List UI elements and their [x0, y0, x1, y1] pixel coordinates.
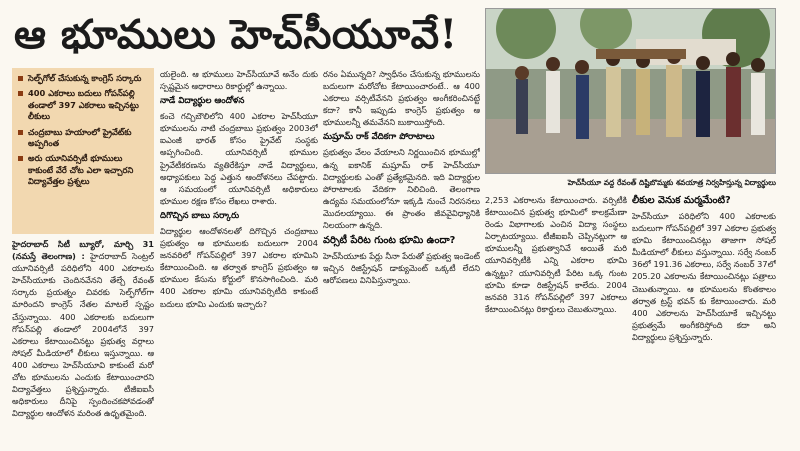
photo-caption: హెచ్‌సీయూ వద్ద రేవంత్ దిష్టిబొమ్మకు శవయాత్ర నిర్వహిస్తున్న విద్యార్థులు [567, 178, 776, 187]
article-text: కంచె గచ్చిబౌలిలోని 400 ఎకరాల హెచ్‌సీయూ భూములను నాటి చంద్రబాబు ప్రభుత్వం 2003లో ఐఎంజీ భారత్ కోసం ప్రైవేట్ సంస్థకు అప్పగించింది. యూనివర్సిటీ భూముల ప్రైవేటీకరణను వ్యతిరేకిస్తూ నాడే విద్యార్థులు, అధ్యాపకులు పెద్ద ఎత్తున ఆందోళనలు చేపట్టారు. ఆ సమయంలో యూనివర్సిటీ అధికారులు భూముల రక్షణ కోసం లేఖలు రాశారు. [160, 111, 318, 206]
protest-photo [485, 8, 776, 174]
subheading-why-leaks: లీకుల వెనుక మర్మమేంటి? [632, 195, 731, 206]
article-text: రనం ఏమున్నది? స్వాధీనం చేసుకున్న భూములను బదులుగా మరోచోట కేటాయించారంటే.. ఆ 400 ఎకరాలు వర్సిటీవేనని ప్రభుత్వం అంగీకరించినట్టే కదా? కానీ ఇప్పుడు కాంగ్రెస్ ప్రభుత్వం ఆ భూములన్నీ తమవేనని బుకాయిస్తోంది. [323, 69, 480, 128]
bullet-square-icon [18, 76, 23, 81]
article-text: హైదరాబాద్ సెంట్రల్ యూనివర్సిటీ పరిధిలోని 400 ఎకరాలను హెచ్‌సీయూకు చెందినవేనని తేల్చే రేవంత్ సర్కారు ప్రయత్నం చివరకు సెల్ఫ్‌గోల్‌గా మారిందని కాంగ్రెస్ నేతల మాటలే స్పష్టం చేస్తున్నాయి. 400 ఎకరాలకు బదులుగా గోపన్‌పల్లి తండాలో 2004లోనే 397 ఎకరాలు కేటాయించినట్టు ప్రభుత్వ వర్గాలు సోషల్ మీడియాలో లీకులు ఇస్తున్నాయి. ఆ 400 ఎకరాలు హెచ్‌సీయూవి కాకుంటే మరో చోట భూములను ఎందుకు కేటాయించారని విద్యావేత్తలు ప్రశ్నిస్తున్నారు. టీజీఐఐసీ అధికారులు దీనిపై స్పందించకపోవడంతో విద్యార్థుల ఆందోళన మరింత ఉధృతమైంది. [12, 251, 154, 419]
headline: ఆ భూములు హెచ్‌సీయూవే! [14, 11, 458, 58]
highlight-text: అరు యూనివర్సిటీ భూములు కాకుంటే వేరే చోట ఎలా ఇచ్చారని విద్యావేత్తల ప్రశ్నలు [28, 153, 134, 187]
highlight-text: సెల్ఫ్‌గోల్ చేసుకున్న కాంగ్రెస్ సర్కారు [28, 73, 142, 83]
subheading-babu: దిగొచ్చిన బాబు సర్కారు [160, 210, 240, 221]
protest-photo-image [486, 9, 776, 174]
bullet-square-icon [18, 91, 23, 96]
article-column-1 [12, 238, 154, 448]
article-column-3 [323, 68, 480, 448]
article-text: హెచ్‌సీయూకు పేర్లు నీనా పేరుతో ప్రభుత్వ ఇండెంట్ ఇచ్చిన రిజిస్ట్రేషన్ డాక్యుమెంట్ ఒక్కటీ లేదని ఆరోపణలు వినిపిస్తున్నాయి. [323, 251, 480, 286]
dateline: హైదరాబాద్ సిటీ బ్యూరో, మార్చి 31 (నమస్తే తెలంగాణ) : [12, 239, 154, 262]
bullet-square-icon [18, 130, 23, 135]
article-column-5 [632, 194, 776, 448]
article-text: విద్యార్థుల ఆందోళనలతో దిగొచ్చిన చంద్రబాబు ప్రభుత్వం ఆ భూములకు బదులుగా 2004 జనవరిలో గోపన్‌పల్లిలో 397 ఎకరాల భూమిని కేటాయించింది. ఆ తర్వాత కాంగ్రెస్ ప్రభుత్వం ఆ భూముల కేసును కోర్టులో కొనసాగించింది. మరి 400 ఎకరాల భూమి యూనివర్సిటీది కాకుంటే బదులు భూమి ఎందుకు ఇచ్చారు? [160, 225, 318, 309]
subheading-zero-land: వర్సిటీ పేరిట గుంట భూమి ఉందా? [323, 235, 456, 247]
article-text: హెచ్‌సీయూ పరిధిలోని 400 ఎకరాలకు బదులుగా గోపన్‌పల్లిలో 397 ఎకరాల ప్రభుత్వ భూమి కేటాయించినట్లు తాజాగా సోషల్ మీడియాలో లీకులు వస్తున్నాయి. సర్వే నంబర్ 36లో 191.36 ఎకరాలు, సర్వే నంబర్ 37లో 205.20 ఎకరాలను కేటాయించినట్లు పత్రాలు చెబుతున్నాయి. ఆ భూములను కొంతకాలం తర్వాత ట్రస్ట్ భవన్ కు కేటాయించారు. మరి 400 ఎకరాలను హెచ్‌సీయూకే ఇచ్చినట్టు ప్రభుత్వమే అంగీకరిస్తోంది కదా అని విద్యార్థులు ప్రశ్నిస్తున్నారు. [632, 211, 776, 342]
subheading-mushroom: మష్రూమ్ రాక్ వేదికగా పోరాటాలు [323, 132, 435, 143]
highlights-box [12, 68, 154, 234]
subheading-students: నాడే విద్యార్థుల ఆందోళన [160, 96, 245, 107]
article-text: ప్రభుత్వం వేలం వేయాలని నిర్ణయించిన భూముల్లో ఉన్న ఐకానిక్ మష్రూమ్ రాక్ హెచ్‌సీయూ విద్యార్థులకు ఎంతో ప్రత్యేకమైనది. ఇది విద్యార్థుల పోరాటాలకు వేదికగా నిలిచింది. తెలంగాణ ఉద్యమ సమయంలోనూ ఇక్కడి నుంచే నిరసనలు మొదలయ్యాయి. ఈ ప్రాంతం జీవవైవిధ్యానికి నిలయంగా ఉన్నది. [323, 147, 480, 231]
article-column-2 [160, 68, 318, 448]
bullet-square-icon [18, 156, 23, 161]
highlight-text: 400 ఎకరాలు బదులు గోపన్‌పల్లి తండాలో 397 ఎకరాలు ఇచ్చినట్టు లీకులు [28, 88, 139, 122]
highlight-text: చంద్రబాబు హయాంలో ప్రైవేట్‌కు అప్పగింత [28, 126, 132, 149]
article-text: 2,253 ఎకరాలను కేటాయించారు. వర్సిటీకి కేటాయించిన ప్రభుత్వ భూమిలో కాలక్రమేణా రెండు విభాగాలకు ఎంచిన విద్యా సంస్థలు ఏర్పాటయ్యాయి. టీజీఐఐసీ చెప్పినట్లుగా ఆ భూములన్నీ ప్రభుత్వానివే అయితే మరి యూనివర్సిటీకి ఎన్ని ఎకరాల భూమి ఉన్నట్టు? యూనివర్సిటీ పేరిట ఒక్క గుంట భూమి కూడా రిజిస్ట్రేషన్ కాలేదు. 2004 జనవరి 31న గోపన్‌పల్లిలో 397 ఎకరాలు కేటాయించినట్లు రికార్డులు చెబుతున్నాయి. [485, 195, 627, 314]
highlight-item [18, 73, 150, 84]
highlight-item [18, 127, 150, 150]
highlight-item [18, 153, 150, 187]
article-column-4 [485, 194, 627, 448]
highlight-item [18, 88, 150, 122]
article-text: యలైంది. ఆ భూములు హెచ్‌సీయూవే అనేం దుకు స్పష్టమైన ఆధారాలు రికార్డుల్లో ఉన్నాయి. [160, 69, 318, 92]
